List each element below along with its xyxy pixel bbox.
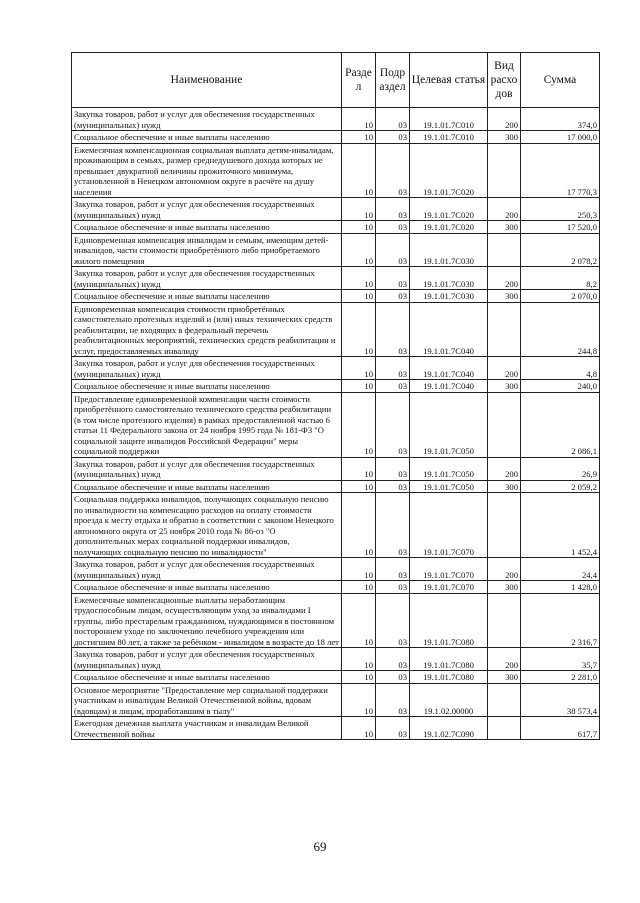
cell-target: 19.1.01.7С050 [410, 480, 488, 493]
cell-expense-type [488, 233, 521, 267]
cell-target: 19.1.01.7С050 [410, 392, 488, 457]
cell-amount: 2 086,1 [521, 392, 600, 457]
cell-subsection: 03 [376, 302, 410, 357]
cell-expense-type: 200 [488, 357, 521, 380]
cell-expense-type [488, 493, 521, 558]
cell-name: Социальное обеспечение и иные выплаты населению [72, 671, 342, 684]
cell-section: 10 [342, 581, 376, 594]
cell-subsection: 03 [376, 581, 410, 594]
header-subsection: Подр аздел [376, 53, 410, 108]
cell-section: 10 [342, 290, 376, 303]
cell-name: Закупка товаров, работ и услуг для обеспечения государственных (муниципальных) нужд [72, 198, 342, 221]
cell-name: Социальная поддержка инвалидов, получающих социальную пенсию по инвалидности на компенсацию расходов на оплату стоимости проезда к месту отдыха и обратно в соответствии с законом Ненецкого автономного округа от 25 ноября 2010 года № 86-оз "О дополнительных мерах социальной поддержки инвалидов, получающих социальную пенсию по инвалидности" [72, 493, 342, 558]
header-target: Целевая статья [410, 53, 488, 108]
cell-section: 10 [342, 380, 376, 393]
cell-amount: 374,0 [521, 108, 600, 131]
cell-name: Закупка товаров, работ и услуг для обеспечения государственных (муниципальных) нужд [72, 648, 342, 671]
cell-amount: 17 520,0 [521, 221, 600, 234]
table-row [72, 290, 600, 303]
cell-section: 10 [342, 143, 376, 198]
table-row [72, 717, 600, 740]
cell-name: Закупка товаров, работ и услуг для обеспечения государственных (муниципальных) нужд [72, 108, 342, 131]
table-row [72, 581, 600, 594]
cell-subsection: 03 [376, 558, 410, 581]
cell-name: Предоставление единовременной компенсации части стоимости приобретённого самостоятельно технического средства реабилитации (в том числе протезного изделия) в рамках предоставленной частью 6 статьи 11 Федерального закона от 24 ноября 1995 года № 181-ФЗ "О социальной защите инвалидов Российской Федерации" меры социальной поддержки [72, 392, 342, 457]
cell-subsection: 03 [376, 233, 410, 267]
table-row [72, 493, 600, 558]
cell-amount: 2 078,2 [521, 233, 600, 267]
cell-section: 10 [342, 671, 376, 684]
cell-target: 19.1.01.7С050 [410, 457, 488, 480]
table-row [72, 392, 600, 457]
table-row [72, 233, 600, 267]
cell-expense-type: 200 [488, 198, 521, 221]
cell-target: 19.1.01.7С070 [410, 558, 488, 581]
cell-expense-type: 200 [488, 267, 521, 290]
cell-section: 10 [342, 233, 376, 267]
cell-section: 10 [342, 593, 376, 648]
budget-table-container [71, 52, 599, 740]
cell-name: Единовременная компенсация стоимости приобретённых самостоятельно протезных изделий и (или) иных технических средств реабилитации, не входящих в федеральный перечень реабилитационных мероприятий, технических средств реабилитации и услуг, предоставляемых инвалиду [72, 302, 342, 357]
budget-table [71, 52, 600, 740]
cell-amount: 17 000,0 [521, 131, 600, 144]
cell-expense-type [488, 302, 521, 357]
cell-expense-type: 300 [488, 221, 521, 234]
cell-amount: 240,0 [521, 380, 600, 393]
cell-section: 10 [342, 302, 376, 357]
cell-subsection: 03 [376, 290, 410, 303]
table-row [72, 593, 600, 648]
cell-expense-type: 300 [488, 480, 521, 493]
cell-amount: 250,3 [521, 198, 600, 221]
cell-expense-type: 300 [488, 131, 521, 144]
cell-subsection: 03 [376, 493, 410, 558]
cell-subsection: 03 [376, 671, 410, 684]
header-amount: Сумма [521, 53, 600, 108]
cell-name: Ежемесячные компенсационные выплаты неработающим трудоспособным лицам, осуществляющим уход за инвалидами I группы, либо престарелым гражданином, нуждающимся в постоянном постороннем уходе по заключению лечебного учреждения или достигшим 80 лет, а также за ребёнком - инвалидом в возрасте до 18 лет [72, 593, 342, 648]
cell-section: 10 [342, 717, 376, 740]
cell-target: 19.1.02.7С090 [410, 717, 488, 740]
table-row [72, 558, 600, 581]
cell-name: Ежемесячная компенсационная социальная выплата детям-инвалидам, проживающим в семьях, размер среднедушевого дохода которых не превышает двукратной величины прожиточного минимума, установленной в Ненецком автономном округе в расчёте на душу населения [72, 143, 342, 198]
cell-target: 19.1.01.7С010 [410, 108, 488, 131]
cell-subsection: 03 [376, 480, 410, 493]
cell-expense-type: 200 [488, 558, 521, 581]
cell-expense-type: 300 [488, 581, 521, 594]
table-row [72, 380, 600, 393]
cell-name: Закупка товаров, работ и услуг для обеспечения государственных (муниципальных) нужд [72, 267, 342, 290]
table-row [72, 198, 600, 221]
cell-target: 19.1.01.7С020 [410, 198, 488, 221]
cell-section: 10 [342, 480, 376, 493]
cell-section: 10 [342, 493, 376, 558]
cell-subsection: 03 [376, 357, 410, 380]
cell-target: 19.1.01.7С080 [410, 671, 488, 684]
cell-expense-type: 200 [488, 457, 521, 480]
cell-expense-type [488, 143, 521, 198]
cell-amount: 2 059,2 [521, 480, 600, 493]
cell-expense-type [488, 593, 521, 648]
cell-section: 10 [342, 131, 376, 144]
page-number: 69 [313, 839, 327, 854]
cell-section: 10 [342, 457, 376, 480]
cell-target: 19.1.02.00000 [410, 683, 488, 717]
cell-amount: 244,8 [521, 302, 600, 357]
cell-name: Социальное обеспечение и иные выплаты населению [72, 380, 342, 393]
cell-target: 19.1.01.7С010 [410, 131, 488, 144]
cell-name: Закупка товаров, работ и услуг для обеспечения государственных (муниципальных) нужд [72, 357, 342, 380]
cell-amount: 17 770,3 [521, 143, 600, 198]
table-row [72, 480, 600, 493]
cell-section: 10 [342, 198, 376, 221]
cell-expense-type: 300 [488, 290, 521, 303]
table-row [72, 131, 600, 144]
cell-amount: 2 281,0 [521, 671, 600, 684]
cell-subsection: 03 [376, 717, 410, 740]
cell-section: 10 [342, 648, 376, 671]
cell-subsection: 03 [376, 131, 410, 144]
table-row [72, 143, 600, 198]
cell-subsection: 03 [376, 198, 410, 221]
cell-subsection: 03 [376, 380, 410, 393]
table-row [72, 108, 600, 131]
cell-name: Ежегодная денежная выплата участникам и инвалидам Великой Отечественной войны [72, 717, 342, 740]
table-row [72, 302, 600, 357]
cell-target: 19.1.01.7С080 [410, 648, 488, 671]
cell-target: 19.1.01.7С070 [410, 581, 488, 594]
header-expense-type: Вид расхо дов [488, 53, 521, 108]
cell-expense-type: 200 [488, 108, 521, 131]
cell-target: 19.1.01.7С040 [410, 380, 488, 393]
cell-section: 10 [342, 221, 376, 234]
cell-subsection: 03 [376, 392, 410, 457]
cell-subsection: 03 [376, 143, 410, 198]
cell-amount: 4,8 [521, 357, 600, 380]
cell-name: Социальное обеспечение и иные выплаты населению [72, 131, 342, 144]
cell-amount: 24,4 [521, 558, 600, 581]
cell-subsection: 03 [376, 267, 410, 290]
cell-amount: 35,7 [521, 648, 600, 671]
cell-amount: 617,7 [521, 717, 600, 740]
table-row [72, 671, 600, 684]
cell-target: 19.1.01.7С020 [410, 143, 488, 198]
cell-subsection: 03 [376, 648, 410, 671]
cell-expense-type [488, 717, 521, 740]
cell-amount: 8,2 [521, 267, 600, 290]
cell-target: 19.1.01.7С040 [410, 357, 488, 380]
cell-expense-type [488, 392, 521, 457]
cell-name: Закупка товаров, работ и услуг для обеспечения государственных (муниципальных) нужд [72, 558, 342, 581]
cell-subsection: 03 [376, 683, 410, 717]
cell-name: Закупка товаров, работ и услуг для обеспечения государственных (муниципальных) нужд [72, 457, 342, 480]
table-row [72, 457, 600, 480]
cell-amount: 1 428,0 [521, 581, 600, 594]
cell-section: 10 [342, 267, 376, 290]
header-section: Разде л [342, 53, 376, 108]
cell-target: 19.1.01.7С070 [410, 493, 488, 558]
cell-name: Единовременная компенсация инвалидам и семьям, имеющим детей-инвалидов, части стоимости приобретённого либо приобретаемого жилого помещения [72, 233, 342, 267]
cell-expense-type: 200 [488, 648, 521, 671]
cell-section: 10 [342, 357, 376, 380]
cell-target: 19.1.01.7С040 [410, 302, 488, 357]
table-header-row [72, 53, 600, 108]
cell-subsection: 03 [376, 457, 410, 480]
cell-amount: 2 070,0 [521, 290, 600, 303]
cell-target: 19.1.01.7С080 [410, 593, 488, 648]
cell-name: Социальное обеспечение и иные выплаты населению [72, 290, 342, 303]
cell-target: 19.1.01.7С030 [410, 233, 488, 267]
cell-amount: 26,9 [521, 457, 600, 480]
cell-target: 19.1.01.7С020 [410, 221, 488, 234]
cell-section: 10 [342, 392, 376, 457]
cell-expense-type: 300 [488, 671, 521, 684]
table-row [72, 648, 600, 671]
cell-subsection: 03 [376, 221, 410, 234]
cell-expense-type [488, 683, 521, 717]
cell-amount: 1 452,4 [521, 493, 600, 558]
cell-target: 19.1.01.7С030 [410, 267, 488, 290]
table-row [72, 357, 600, 380]
table-row [72, 221, 600, 234]
cell-amount: 38 573,4 [521, 683, 600, 717]
cell-subsection: 03 [376, 593, 410, 648]
cell-name: Социальное обеспечение и иные выплаты населению [72, 581, 342, 594]
cell-name: Основное мероприятие "Предоставление мер социальной поддержки участникам и инвалидам Великой Отечественной войны, вдовам (вдовцам) и лицам, проработавшим в тылу" [72, 683, 342, 717]
cell-target: 19.1.01.7С030 [410, 290, 488, 303]
cell-amount: 2 316,7 [521, 593, 600, 648]
table-body [72, 108, 600, 740]
cell-name: Социальное обеспечение и иные выплаты населению [72, 480, 342, 493]
table-row [72, 267, 600, 290]
cell-subsection: 03 [376, 108, 410, 131]
cell-section: 10 [342, 683, 376, 717]
cell-name: Социальное обеспечение и иные выплаты населению [72, 221, 342, 234]
table-row [72, 683, 600, 717]
header-name: Наименование [72, 53, 342, 108]
cell-section: 10 [342, 558, 376, 581]
cell-expense-type: 300 [488, 380, 521, 393]
cell-section: 10 [342, 108, 376, 131]
